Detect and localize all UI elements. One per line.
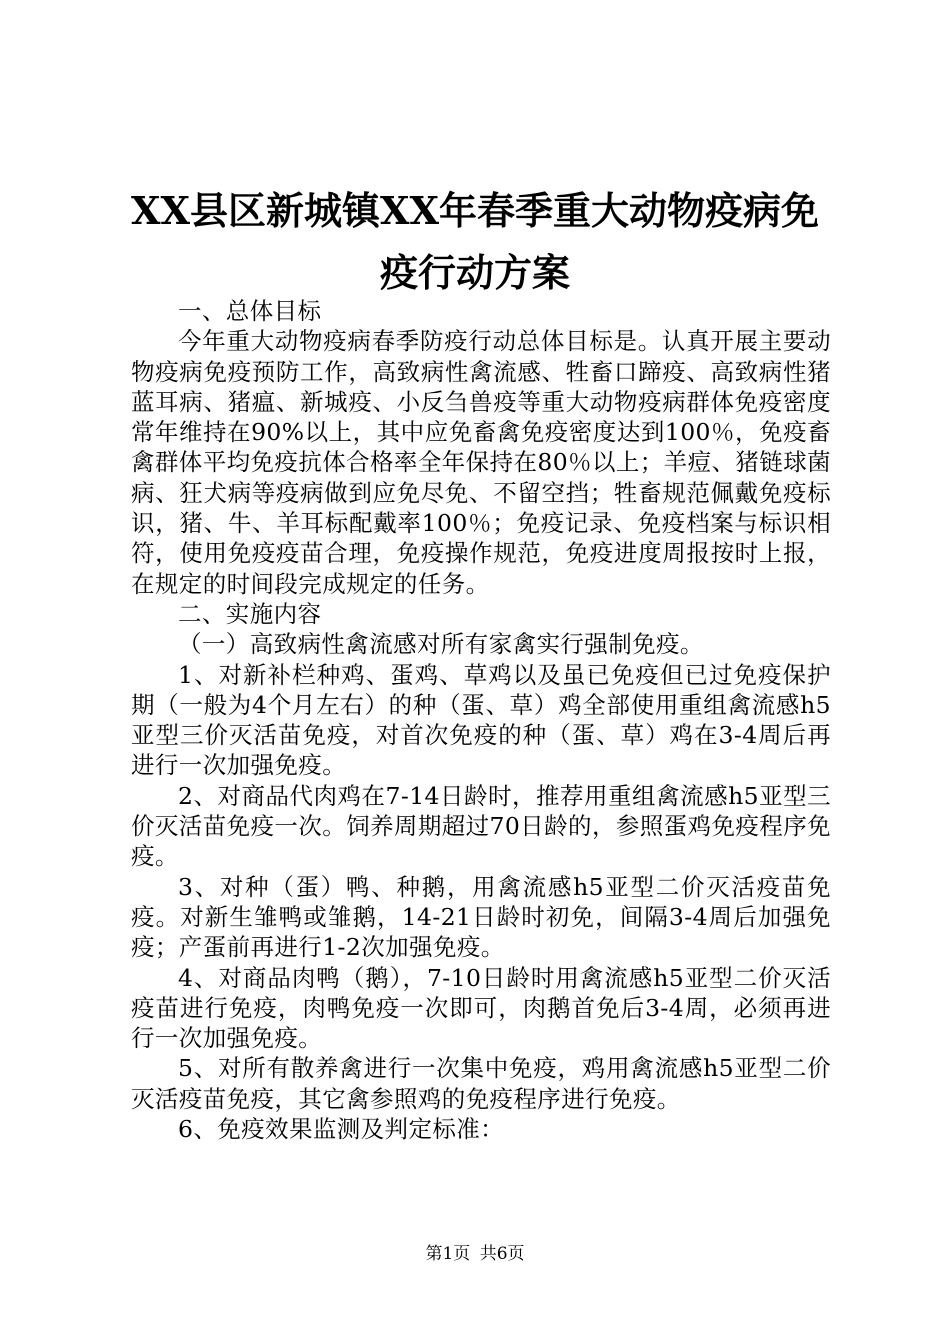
paragraph-item-4: 4、对商品肉鸭（鹅），7-10日龄时用禽流感h5亚型二价灭活疫苗进行免疫，肉鸭免疫一次即可，肉鹅首免后3-4周，必须再进行一次加强免疫。 [131, 963, 831, 1053]
page-total: 共6页 [479, 1244, 525, 1264]
paragraph-item-1: 1、对新补栏种鸡、蛋鸡、草鸡以及虽已免疫但已过免疫保护期（一般为4个月左右）的种（蛋、草）鸡全部使用重组禽流感h5亚型三价灭活苗免疫，对首次免疫的种（蛋、草）鸡在3-4周后再进行一次加强免疫。 [131, 660, 831, 780]
paragraph-item-3: 3、对种（蛋）鸭、种鹅，用禽流感h5亚型二价灭活疫苗免疫。对新生雏鸭或雏鹅，14-21日龄时初免，间隔3-4周后加强免疫；产蛋前再进行1-2次加强免疫。 [131, 872, 831, 962]
page-footer [0, 1243, 950, 1265]
section-heading-implementation: 二、实施内容 [178, 599, 322, 628]
document-body [131, 296, 831, 1144]
page-number: 第1页 [425, 1244, 471, 1264]
document-title: XX县区新城镇XX年春季重大动物疫病免疫行动方案 [131, 188, 819, 295]
paragraph-item-2: 2、对商品代肉鸡在7-14日龄时，推荐用重组禽流感h5亚型三价灭活苗免疫一次。饲养周期超过70日龄的，参照蛋鸡免疫程序免疫。 [131, 781, 831, 871]
paragraph-item-5: 5、对所有散养禽进行一次集中免疫，鸡用禽流感h5亚型二价灭活疫苗免疫，其它禽参照鸡的免疫程序进行免疫。 [131, 1054, 831, 1113]
paragraph-overall-goal: 今年重大动物疫病春季防疫行动总体目标是。认真开展主要动物疫病免疫预防工作，高致病性禽流感、牲畜口蹄疫、高致病性猪蓝耳病、猪瘟、新城疫、小反刍兽疫等重大动物疫病群体免疫密度常年维持在90%以上，其中应免畜禽免疫密度达到100％，免疫畜禽群体平均免疫抗体合格率全年保持在80％以上；羊痘、猪链球菌病、狂犬病等疫病做到应免尽免、不留空挡；牲畜规范佩戴免疫标识，猪、牛、羊耳标配戴率100％；免疫记录、免疫档案与标识相符，使用免疫疫苗合理，免疫操作规范，免疫进度周报按时上报，在规定的时间段完成规定的任务。 [131, 327, 831, 598]
paragraph-item-6: 6、免疫效果监测及判定标准： [178, 1115, 505, 1144]
subsection-heading-avian-flu: （一）高致病性禽流感对所有家禽实行强制免疫。 [178, 630, 704, 659]
section-heading-overall-goal: 一、总体目标 [178, 297, 322, 325]
